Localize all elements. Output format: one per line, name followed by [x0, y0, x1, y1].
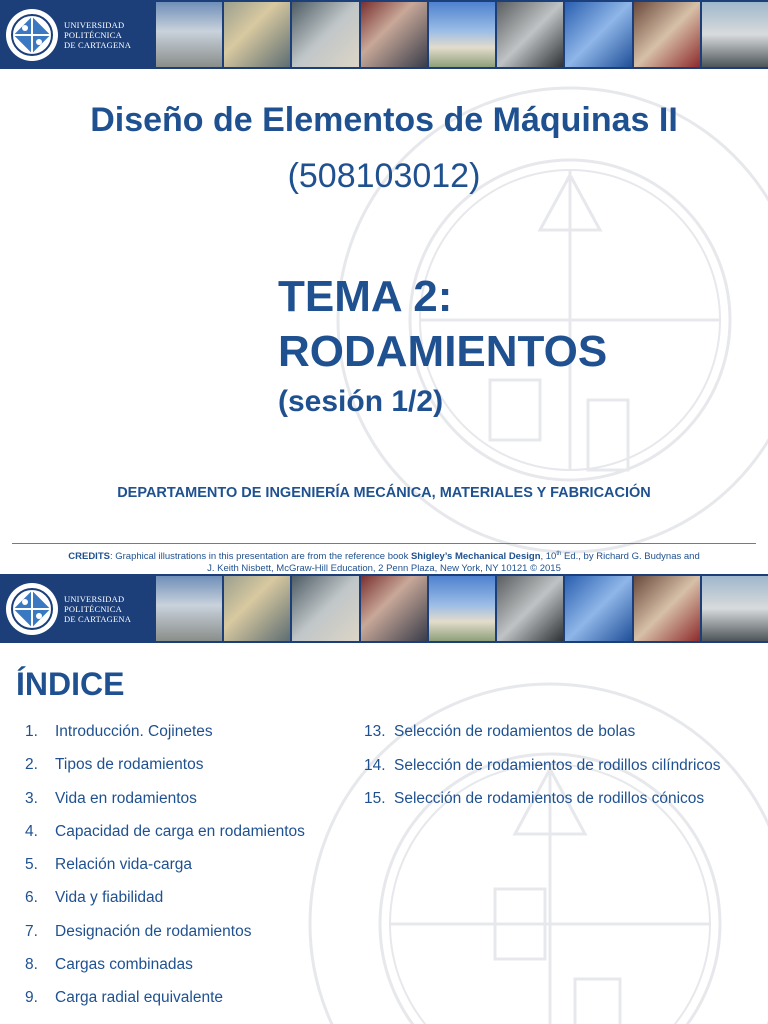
upct-emblem-icon	[6, 9, 58, 61]
index-item: 1. Introducción. Cojinetes	[25, 723, 213, 740]
divider	[12, 543, 756, 544]
building-photo	[156, 2, 222, 67]
building-photo	[156, 576, 222, 641]
topic-title: RODAMIENTOS	[278, 327, 608, 376]
university-logo	[2, 576, 154, 641]
index-column-2	[364, 722, 724, 823]
index-slide	[0, 574, 768, 1024]
solar-panels-photo	[565, 576, 631, 641]
topic-number: TEMA 2:	[278, 272, 453, 321]
index-item: 2. Tipos de rodamientos	[25, 756, 204, 774]
logo-text: UNIVERSIDAD POLITÉCNICA DE CARTAGENA	[64, 593, 132, 624]
session-label: (sesión 1/2)	[278, 385, 444, 418]
computer-lab-photo	[497, 2, 563, 67]
campus-hall-photo	[702, 2, 768, 67]
credits-label: CREDITS	[68, 551, 110, 563]
library-photo	[634, 2, 700, 67]
department-name: DEPARTAMENTO DE INGENIERÍA MECÁNICA, MATERIALES Y FABRICACIÓN	[117, 485, 651, 501]
index-item: 14. Selección de rodamientos de rodillos cilíndricos	[364, 756, 721, 774]
index-item: 4. Capacidad de carga en rodamientos	[25, 822, 305, 840]
campus-building-photo	[429, 2, 495, 67]
book-title: Shigley’s Mechanical Design	[410, 551, 541, 563]
index-item: 9. Carga radial equivalente	[25, 989, 224, 1007]
upct-emblem-icon	[6, 583, 58, 635]
index-item: 8. Cargas combinadas	[25, 956, 193, 974]
photo-strip	[156, 576, 768, 641]
course-title: Diseño de Elementos de Máquinas II	[90, 101, 678, 139]
credits-note: CREDITS: Graphical illustrations in this presentation are from the reference book Shigley’s Mechanical Design, 10th Ed., by Richard G. Budynas and J. Keith Nisbett, McGraw-Hill Education, 2 Penn Plaza, New York, NY 10121 © 2015	[68, 551, 700, 574]
university-logo	[2, 2, 154, 67]
logo-text: UNIVERSIDAD POLITÉCNICA DE CARTAGENA	[64, 19, 132, 50]
index-title: ÍNDICE	[16, 666, 125, 702]
index-item: 15. Selección de rodamientos de rodillos cónicos	[364, 790, 705, 807]
solar-panels-photo	[565, 2, 631, 67]
lab-students-photo	[224, 576, 290, 641]
index-item: 6. Vida y fiabilidad	[25, 889, 164, 907]
lab-students-photo	[224, 2, 290, 67]
campus-building-photo	[429, 576, 495, 641]
students-desk-photo	[292, 576, 358, 641]
index-item: 7. Designación de rodamientos	[25, 922, 252, 940]
engineering-lab-photo	[361, 576, 427, 641]
computer-lab-photo	[497, 576, 563, 641]
course-code: (508103012)	[287, 157, 481, 195]
library-photo	[634, 576, 700, 641]
index-column-1	[25, 722, 355, 1022]
photo-strip	[156, 2, 768, 67]
engineering-lab-photo	[361, 2, 427, 67]
index-item: 13. Selección de rodamientos de bolas	[364, 723, 636, 740]
campus-hall-photo	[702, 576, 768, 641]
index-item: 3. Vida en rodamientos	[25, 789, 197, 807]
header-banner	[0, 574, 768, 646]
header-banner	[0, 0, 768, 72]
students-desk-photo	[292, 2, 358, 67]
index-item: 5. Relación vida-carga	[25, 856, 192, 874]
